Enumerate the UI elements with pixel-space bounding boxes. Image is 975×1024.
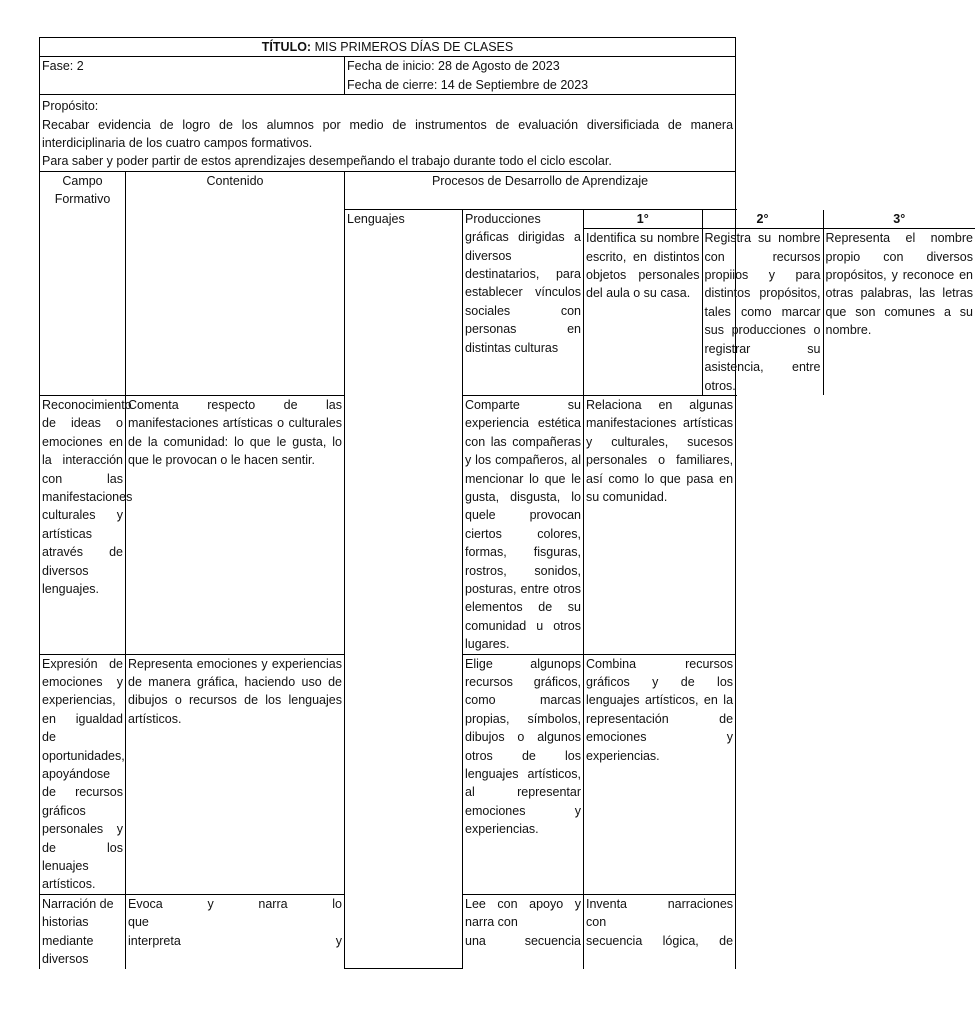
row-4-contenido-line-2: historias: [42, 915, 89, 930]
purpose-text-1: Recabar evidencia de logro de los alumnos por medio de instrumentos de evaluación diversificiada de manera interdiciplinaria de los cuatro campos formativos.: [42, 117, 734, 151]
dates-row: [40, 57, 736, 95]
start-date: Fecha de inicio: 28 de Agosto de 2023: [347, 59, 560, 74]
row-1-contenido: [463, 209, 584, 395]
title-cell: [40, 38, 736, 57]
page-bottom-mask: [0, 988, 768, 1024]
row-3-grade-2: Elige algunops recursos gráficos, como marcas propias, símbolos, dibujos o algunos otros de los lenguajes artísticos, al representar emociones y experiencias.: [463, 654, 584, 894]
row-4-grade-1: [126, 894, 345, 968]
row-4-grade-3-line-2: con: [586, 915, 607, 930]
planning-table: [39, 37, 973, 969]
row-1-grade-3: Representa el nombre propio con diversos propósitos, y reconoce en otras palabras, las letras que son comunes a su nombre.: [823, 229, 975, 395]
row-4-grade-2-line-1: Lee con apoyo y: [465, 896, 581, 911]
grade-2-header: 2°: [702, 210, 823, 229]
row-4-grade-3: [584, 894, 736, 968]
row-3-contenido: Expresión de emociones y experiencias, en igualdad de oportunidades, apoyándose de recursos gráficos personales y de los lenuajes artísticos.: [40, 654, 126, 894]
header-row: [40, 171, 736, 209]
row-2-contenido: Reconocimiento de ideas o emociones en la interacción con las manifestaciones culturales y artísticas através de diversos lenguajes.: [40, 395, 126, 654]
row-4-contenido-line-1: Narración de: [42, 896, 114, 911]
row-1-contenido-text: Producciones gráficas dirigidas a diversos destinatarios, para establecer vínculos sociales con personas en distintas culturas: [465, 211, 581, 355]
row-3-grade-3: Combina recursos gráficos y de los lenguajes artísticos, en la representación de emociones y experiencias.: [584, 654, 736, 894]
row-4-grade-2: [463, 894, 584, 968]
row-2-grade-1: Comenta respecto de las manifestaciones artísticas o culturales de la comunidad: lo que le gusta, lo que le provocan o le hacen sentir.: [126, 395, 345, 654]
row-4-grade-1-line-1: Evoca y narra lo: [128, 896, 342, 911]
row-4-grade-2-line-2: narra con: [465, 915, 518, 930]
contenido-header: Contenido: [126, 171, 345, 395]
row-2-grade-2: Comparte su experiencia estética con las compañeras y los compañeros, al mencionar lo que le gusta, disgusta, lo quele provocan ciertos colores, formas, fisguras, rostros, sonidos, posturas, entre otros elementos de su comunidad u otros lugares.: [463, 395, 584, 654]
title-row: [40, 38, 736, 57]
row-4-grade-2-line-3: una secuencia: [465, 933, 581, 948]
fase-text: Fase: 2: [42, 59, 84, 74]
campo-header: Campo Formativo: [40, 171, 126, 395]
purpose-label: Propósito:: [42, 99, 99, 114]
row-4-grade-1-line-3: interpreta y: [128, 933, 342, 948]
row-1-grades-table: [584, 210, 975, 395]
row-4-contenido: [40, 894, 126, 968]
row-2-grade-3: Relaciona en algunas manifestaciones artísticas y culturales, sucesos personales o familiares, así como lo que pasa en su comunidad.: [584, 395, 736, 654]
row-4-grade-3-line-1: Inventa narraciones: [586, 896, 734, 911]
purpose-cell: [40, 95, 736, 172]
fase-cell: [40, 57, 345, 95]
row-1-grade-1: Identifica su nombre escrito, en distintos objetos personales del aula o su casa.: [584, 229, 702, 395]
row-4-grade-3-line-3: secuencia lógica, de: [586, 933, 734, 948]
purpose-text-2: Para saber y poder partir de estos aprendizajes desempeñando el trabajo durante todo el ciclo escolar.: [42, 154, 612, 169]
dates-cell: [345, 57, 736, 95]
campo-lenguajes: Lenguajes: [345, 209, 463, 968]
purpose-row: [40, 95, 736, 172]
end-date: Fecha de cierre: 14 de Septiembre de 2023: [347, 77, 589, 92]
row-3-grade-1: Representa emociones y experiencias de manera gráfica, haciendo uso de dibujos o recursos de los lenguajes artísticos.: [126, 654, 345, 894]
grade-1-header: 1°: [584, 210, 702, 229]
row-1-grades: [584, 209, 973, 395]
row-1-grade-2: Registra su nombre con recursos propiios y para distintos propósitos, tales como marcar sus producciones o registrar su asistencia, entre otros.: [702, 229, 823, 395]
title-label: TÍTULO:: [261, 40, 312, 54]
row-4-grade-1-line-2: que: [128, 915, 149, 930]
grade-3-header: 3°: [823, 210, 975, 229]
procesos-header: Procesos de Desarrollo de Aprendizaje: [345, 171, 736, 209]
title-value: MIS PRIMEROS DÍAS DE CLASES: [314, 40, 514, 54]
row-4-contenido-line-3: mediante diversos: [42, 933, 94, 967]
